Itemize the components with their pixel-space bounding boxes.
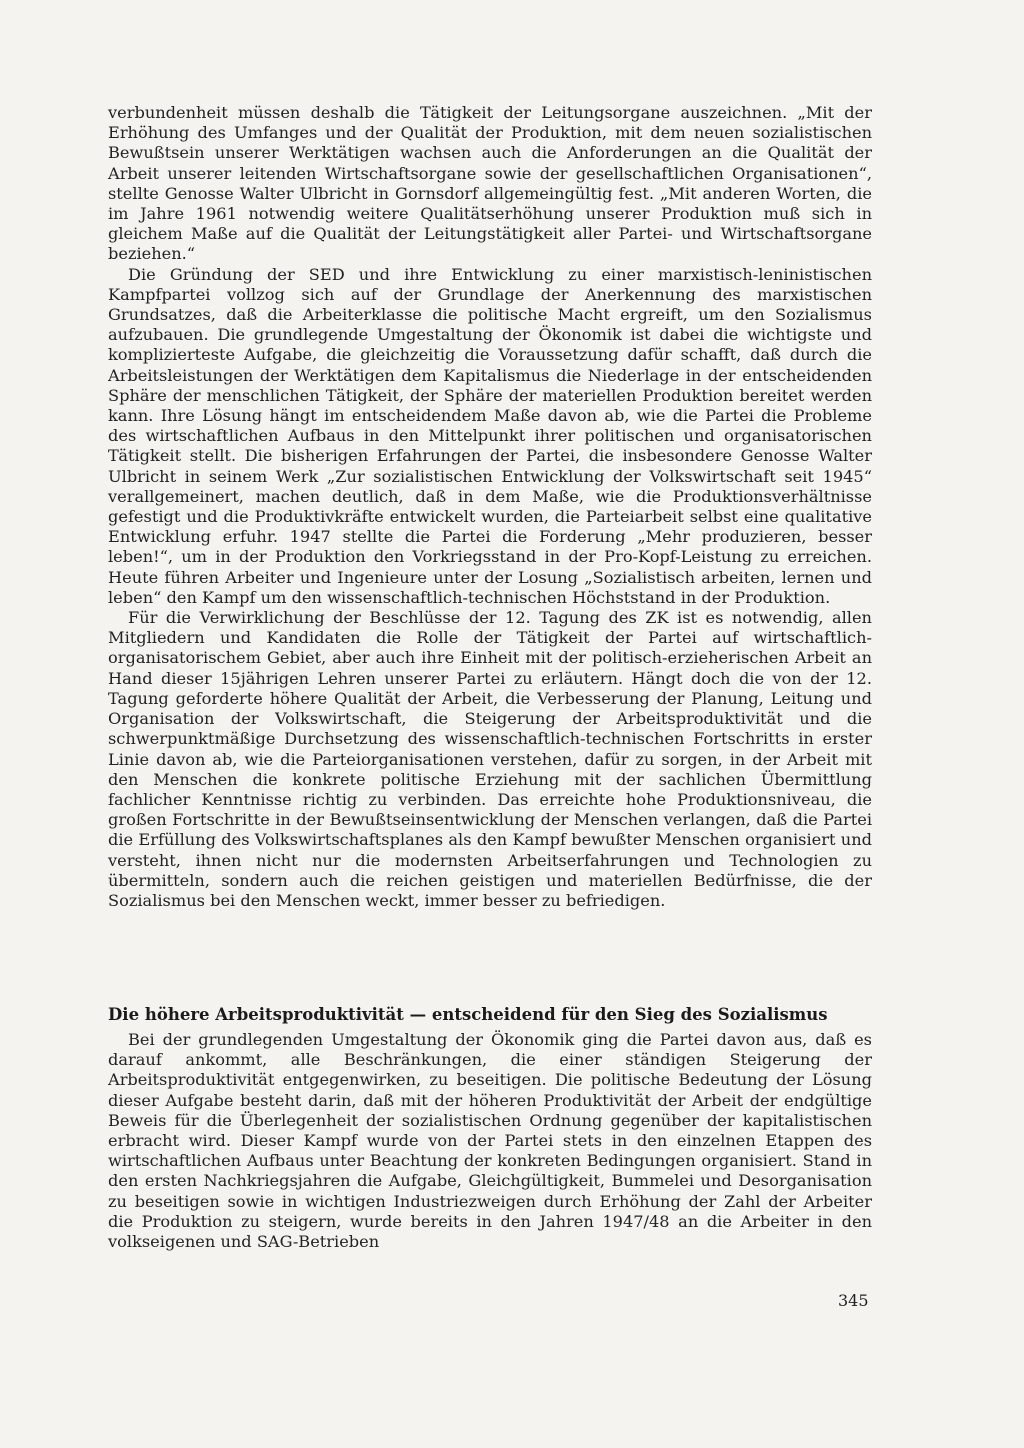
paragraph-labor-productivity: Bei der grundlegenden Umgestaltung der Ökonomik ging die Partei davon aus, daß es darauf ankommt, alle Beschränkungen, die einer ständigen Steigerung der Arbeitsproduktivität entgegenwirken, zu beseitigen. Die politische Bedeutung der Lösung dieser Aufgabe besteht darin, daß mit der höheren Produktivität der Arbeit der endgültige Beweis für die Überlegenheit der sozialistischen Ordnung gegenüber der kapitalistischen erbracht wird. Dieser Kampf wurde von der Partei stets in den einzelnen Etappen des wirtschaftlichen Aufbaus unter Beachtung der konkreten Bedingungen organisiert. Stand in den ersten Nachkriegsjahren die Aufgabe, Gleichgültigkeit, Bummelei und Desorganisation zu beseitigen sowie in wichtigen Industriezweigen durch Erhöhung der Zahl der Arbeiter die Produktion zu steigern, wurde bereits in den Jahren 1947/48 an die Arbeiter in den volkseigenen und SAG-Betrieben	[108, 1030, 872, 1252]
body-text	[108, 103, 872, 911]
paragraph-twelfth-session: Für die Verwirklichung der Beschlüsse der 12. Tagung des ZK ist es notwendig, allen Mitgliedern und Kandidaten die Rolle der Tätigkeit der Partei auf wirtschaftlich-organisatorischem Gebiet, aber auch ihre Einheit mit der politisch-erzieherischen Arbeit an Hand dieser 15jährigen Lehren unserer Partei zu erläutern. Hängt doch die von der 12. Tagung geforderte höhere Qualität der Arbeit, die Verbesserung der Planung, Leitung und Organisation der Volkswirtschaft, die Steigerung der Arbeitsproduktivität und die schwerpunktmäßige Durchsetzung des wissenschaftlich-technischen Fortschritts in erster Linie davon ab, wie die Parteiorganisationen verstehen, dafür zu sorgen, in der Arbeit mit den Menschen die konkrete politische Erziehung mit der sachlichen Übermittlung fachlicher Kenntnisse richtig zu verbinden. Das erreichte hohe Produktionsniveau, die großen Fortschritte in der Bewußtseinsentwicklung der Menschen verlangen, daß die Partei die Erfüllung des Volkswirtschaftsplanes als den Kampf bewußter Menschen organisiert und versteht, ihnen nicht nur die modernsten Arbeitserfahrungen und Technologien zu übermitteln, sondern auch die reichen geistigen und materiellen Bedürfnisse, die der Sozialismus bei den Menschen weckt, immer besser zu befriedigen.	[108, 608, 872, 910]
section-body-text	[108, 1030, 872, 1252]
page-number: 345	[838, 1291, 869, 1310]
paragraph-sed-founding: Die Gründung der SED und ihre Entwicklung zu einer marxistisch-leninistischen Kampfpartei vollzog sich auf der Grundlage der Anerkennung des marxistischen Grundsatzes, daß die Arbeiterklasse die politische Macht ergreift, um den Sozialismus aufzubauen. Die grundlegende Umgestaltung der Ökonomik ist dabei die wichtigste und komplizierteste Aufgabe, die gleichzeitig die Voraussetzung dafür schafft, daß durch die Arbeitsleistungen der Werktätigen dem Kapitalismus die Niederlage in der entscheidenden Sphäre der menschlichen Tätigkeit, der Sphäre der materiellen Produktion bereitet werden kann. Ihre Lösung hängt im entscheidendem Maße davon ab, wie die Partei die Probleme des wirtschaftlichen Aufbaus in den Mittelpunkt ihrer politischen und organisatorischen Tätigkeit stellt. Die bisherigen Erfahrungen der Partei, die insbesondere Genosse Walter Ulbricht in seinem Werk „Zur sozialistischen Entwicklung der Volkswirtschaft seit 1945“ verallgemeinert, machen deutlich, daß in dem Maße, wie die Produktionsverhältnisse gefestigt und die Produktivkräfte entwickelt wurden, die Parteiarbeit selbst eine qualitative Entwicklung erfuhr. 1947 stellte die Partei die Forderung „Mehr produzieren, besser leben!“, um in der Produktion den Vorkriegsstand in der Pro-Kopf-Leistung zu erreichen. Heute führen Arbeiter und Ingenieure unter der Losung „Sozialistisch arbeiten, lernen und leben“ den Kampf um den wissenschaftlich-technischen Höchststand in der Produktion.	[108, 264, 872, 607]
paragraph-continuation: verbundenheit müssen deshalb die Tätigkeit der Leitungsorgane auszeichnen. „Mit der Erhöhung des Umfanges und der Qualität der Produktion, mit dem neuen sozialistischen Bewußtsein unserer Werktätigen wachsen auch die Anforderungen an die Qualität der Arbeit unserer leitenden Wirtschaftsorgane sowie der gesellschaftlichen Organisationen“, stellte Genosse Walter Ulbricht in Gornsdorf allgemeingültig fest. „Mit anderen Worten, die im Jahre 1961 notwendig weitere Qualitätserhöhung unserer Produktion muß sich in gleichem Maße auf die Qualität der Leitungstätigkeit aller Partei- und Wirtschaftsorgane beziehen.“	[108, 103, 872, 264]
section-heading: Die höhere Arbeitsproduktivität — entscheidend für den Sieg des Sozialismus	[108, 1005, 828, 1024]
